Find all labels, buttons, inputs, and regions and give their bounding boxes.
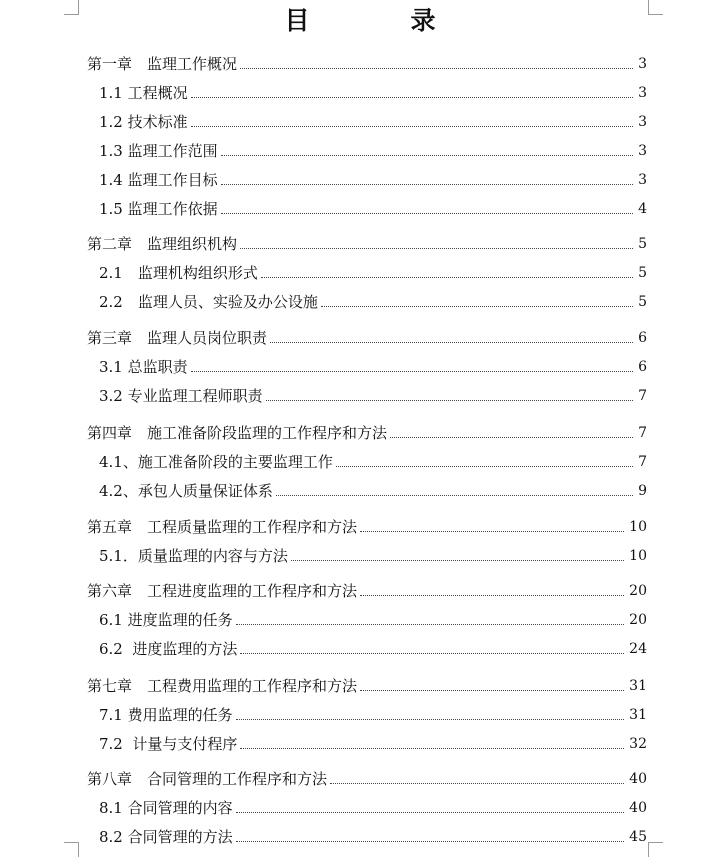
section-title: 1.5 监理工作依据 — [99, 200, 218, 218]
dot-leader — [191, 126, 633, 127]
dot-leader — [221, 184, 633, 185]
dot-leader — [276, 495, 633, 496]
page-number: 24 — [629, 641, 647, 657]
dot-leader — [360, 531, 624, 532]
toc-title: 目 录 — [284, 6, 474, 35]
dot-leader — [330, 783, 624, 784]
toc-chapter-entry[interactable] — [0, 674, 647, 696]
page-number: 31 — [629, 707, 647, 723]
toc-section-entry[interactable] — [0, 81, 647, 103]
page-number: 7 — [638, 388, 647, 404]
page-number: 3 — [638, 143, 647, 159]
page-number: 10 — [629, 548, 647, 564]
toc-section-entry[interactable] — [0, 450, 647, 472]
toc-section-entry[interactable] — [0, 290, 647, 312]
section-title: 1.4 监理工作目标 — [99, 171, 218, 189]
toc-chapter-entry[interactable] — [0, 421, 647, 443]
section-title: 3.2 专业监理工程师职责 — [99, 387, 263, 405]
page-number: 40 — [629, 771, 647, 787]
page-number: 20 — [629, 612, 647, 628]
toc-chapter-entry[interactable] — [0, 232, 647, 254]
toc-chapter-entry[interactable] — [0, 579, 647, 601]
dot-leader — [390, 437, 633, 438]
toc-section-entry[interactable] — [0, 637, 647, 659]
toc-section-entry[interactable] — [0, 703, 647, 725]
page-number: 3 — [638, 85, 647, 101]
toc-section-entry[interactable] — [0, 168, 647, 190]
section-title: 1.1 工程概况 — [99, 84, 188, 102]
section-title: 4.2、承包人质量保证体系 — [99, 482, 273, 500]
page-number: 5 — [638, 236, 647, 252]
section-title: 3.1 总监职责 — [99, 358, 188, 376]
toc-section-entry[interactable] — [0, 384, 647, 406]
page-number: 45 — [629, 829, 647, 845]
page-number: 9 — [638, 483, 647, 499]
page-number: 4 — [638, 201, 647, 217]
chapter-title: 第三章 监理人员岗位职责 — [87, 329, 268, 347]
section-title: 4.1、施工准备阶段的主要监理工作 — [99, 453, 333, 471]
toc-section-entry[interactable] — [0, 110, 647, 132]
dot-leader — [191, 371, 633, 372]
dot-leader — [221, 155, 633, 156]
page-number: 31 — [629, 678, 647, 694]
section-title: 2.2 监理人员、实验及办公设施 — [99, 293, 318, 311]
page-number: 5 — [638, 294, 647, 310]
chapter-title: 第一章 监理工作概况 — [87, 55, 238, 73]
page-number: 6 — [638, 359, 647, 375]
dot-leader — [360, 595, 624, 596]
toc-section-entry[interactable] — [0, 355, 647, 377]
dot-leader — [236, 719, 625, 720]
page-number: 6 — [638, 330, 647, 346]
chapter-title: 第六章 工程进度监理的工作程序和方法 — [87, 582, 358, 600]
dot-leader — [240, 748, 624, 749]
dot-leader — [270, 342, 633, 343]
dot-leader — [291, 560, 624, 561]
page-number: 3 — [638, 114, 647, 130]
crop-mark-bottom-right — [648, 842, 663, 857]
toc-section-entry[interactable] — [0, 732, 647, 754]
dot-leader — [236, 624, 625, 625]
toc-chapter-entry[interactable] — [0, 767, 647, 789]
toc-section-entry[interactable] — [0, 544, 647, 566]
dot-leader — [221, 213, 633, 214]
chapter-title: 第四章 施工准备阶段监理的工作程序和方法 — [87, 424, 388, 442]
section-title: 8.2 合同管理的方法 — [99, 828, 233, 846]
toc-chapter-entry[interactable] — [0, 52, 647, 74]
dot-leader — [261, 277, 633, 278]
chapter-title: 第八章 合同管理的工作程序和方法 — [87, 770, 328, 788]
dot-leader — [321, 306, 633, 307]
section-title: 8.1 合同管理的内容 — [99, 799, 233, 817]
dot-leader — [336, 466, 633, 467]
dot-leader — [266, 400, 633, 401]
dot-leader — [360, 690, 624, 691]
section-title: 6.1 进度监理的任务 — [99, 611, 233, 629]
page-number: 10 — [629, 519, 647, 535]
page-number: 3 — [638, 56, 647, 72]
page-number: 3 — [638, 172, 647, 188]
section-title: 7.1 费用监理的任务 — [99, 706, 233, 724]
chapter-title: 第二章 监理组织机构 — [87, 235, 238, 253]
section-title: 1.2 技术标准 — [99, 113, 188, 131]
toc-chapter-entry[interactable] — [0, 515, 647, 537]
dot-leader — [236, 812, 625, 813]
dot-leader — [240, 248, 633, 249]
section-title: 5.1．质量监理的内容与方法 — [99, 547, 288, 565]
toc-section-entry[interactable] — [0, 796, 647, 818]
page-number: 7 — [638, 454, 647, 470]
section-title: 1.3 监理工作范围 — [99, 142, 218, 160]
toc-section-entry[interactable] — [0, 479, 647, 501]
page-number: 7 — [638, 425, 647, 441]
section-title: 6.2 进度监理的方法 — [99, 640, 238, 658]
dot-leader — [240, 653, 624, 654]
page-number: 40 — [629, 800, 647, 816]
section-title: 7.2 计量与支付程序 — [99, 735, 238, 753]
page-number: 32 — [629, 736, 647, 752]
toc-section-entry[interactable] — [0, 261, 647, 283]
toc-section-entry[interactable] — [0, 139, 647, 161]
chapter-title: 第五章 工程质量监理的工作程序和方法 — [87, 518, 358, 536]
page-number: 20 — [629, 583, 647, 599]
section-title: 2.1 监理机构组织形式 — [99, 264, 258, 282]
page-number: 5 — [638, 265, 647, 281]
toc-section-entry[interactable] — [0, 825, 647, 847]
toc-section-entry[interactable] — [0, 197, 647, 219]
dot-leader — [240, 68, 633, 69]
dot-leader — [191, 97, 633, 98]
chapter-title: 第七章 工程费用监理的工作程序和方法 — [87, 677, 358, 695]
toc-chapter-entry[interactable] — [0, 326, 647, 348]
toc-section-entry[interactable] — [0, 608, 647, 630]
dot-leader — [236, 841, 625, 842]
